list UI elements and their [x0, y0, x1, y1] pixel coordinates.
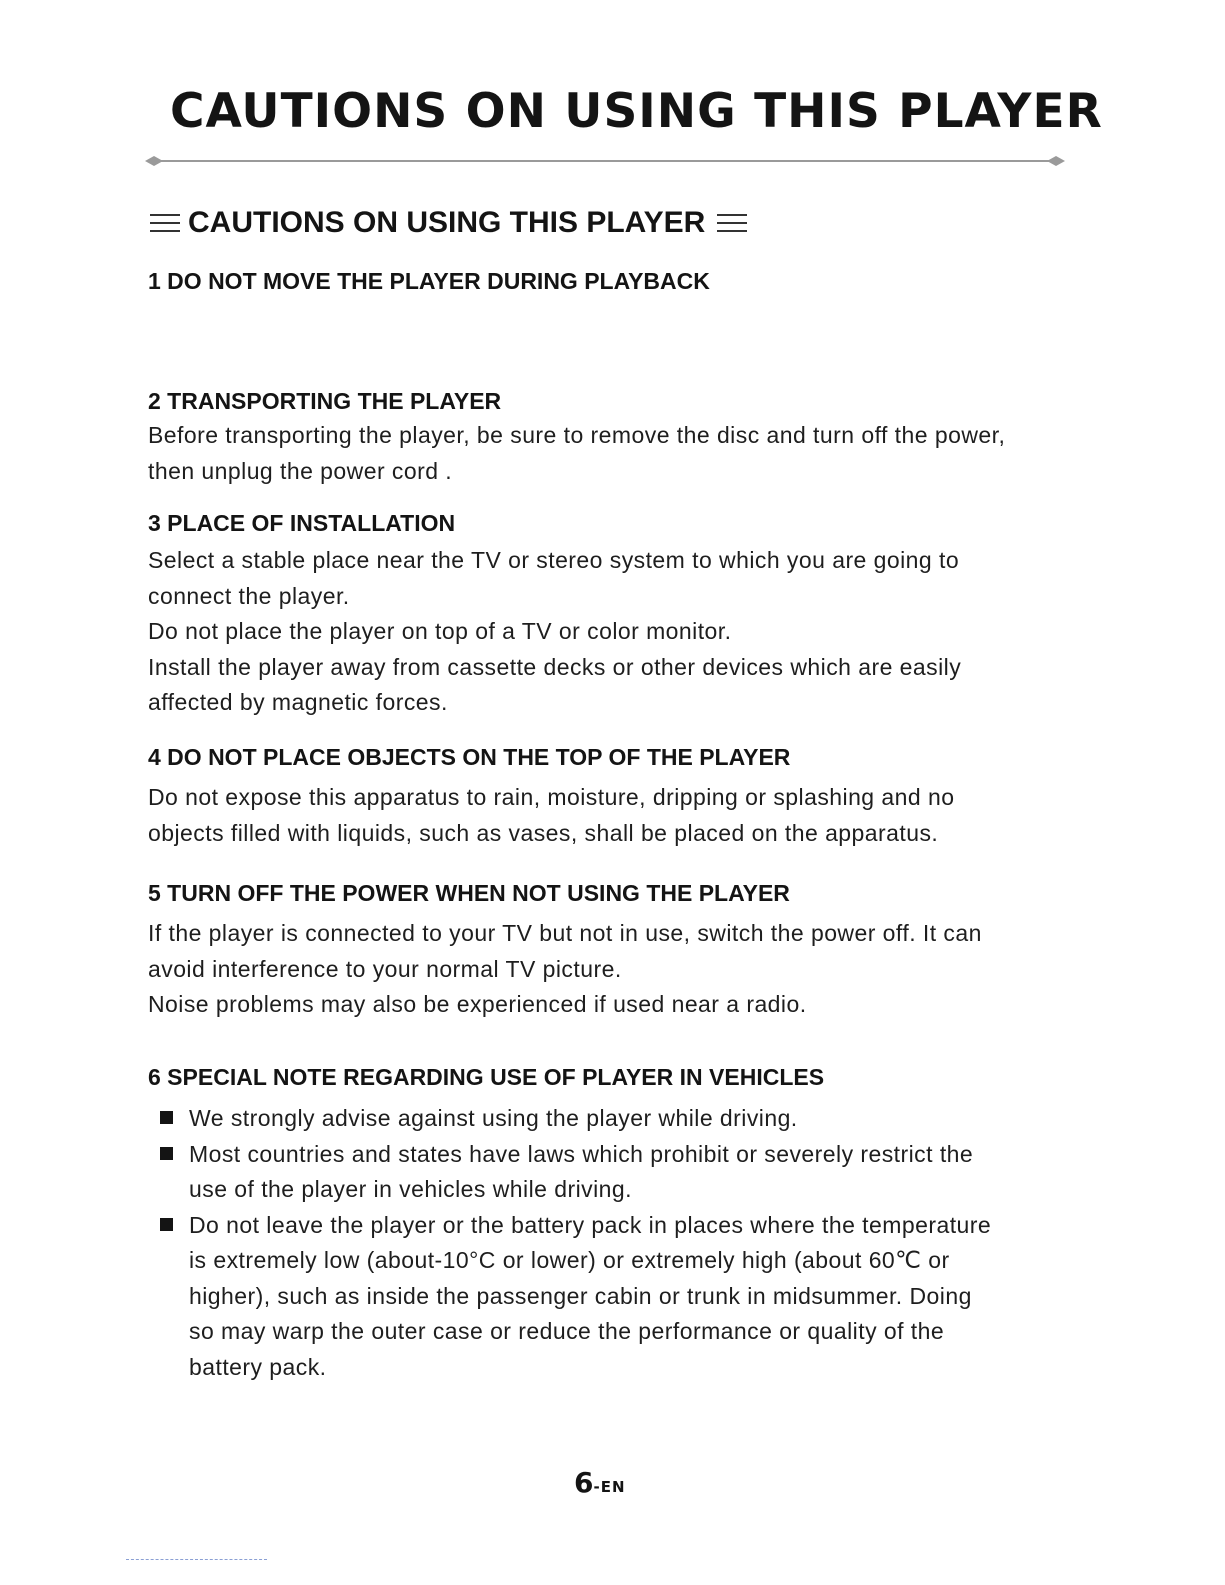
paragraph-line: Install the player away from cassette decks or other devices which are easily	[148, 653, 962, 680]
list-item	[157, 1137, 991, 1208]
paragraph-line: connect the player.	[148, 582, 350, 609]
list-item-line: higher), such as inside the passenger cabin or trunk in midsummer. Doing	[189, 1282, 972, 1309]
paragraph-line: Do not expose this apparatus to rain, moisture, dripping or splashing and no	[148, 784, 955, 810]
section-heading	[148, 206, 749, 240]
vehicle-notes-list	[157, 1101, 991, 1385]
list-item-line: Most countries and states have laws which prohibit or severely restrict the	[189, 1140, 974, 1167]
paragraph-line: then unplug the power cord .	[148, 457, 453, 484]
paragraph-line: If the player is connected to your TV but not in use, switch the power off. It can	[148, 920, 982, 946]
list-item-line: so may warp the outer case or reduce the performance or quality of the	[189, 1318, 945, 1344]
list-item-line: is extremely low (about-10°C or lower) or extremely high (about 60℃ or	[189, 1247, 950, 1273]
section-3-body	[148, 543, 961, 721]
paragraph-line: affected by magnetic forces.	[148, 689, 448, 715]
section-4-body	[148, 780, 954, 851]
page-title: CAUTIONS ON USING THIS PLAYER	[170, 84, 1103, 139]
paragraph-line: Select a stable place near the TV or stereo system to which you are going to	[148, 547, 960, 573]
section-5-body	[148, 916, 982, 1023]
list-item-line: battery pack.	[189, 1353, 327, 1380]
page-number-value: 6	[574, 1466, 594, 1499]
list-item	[157, 1208, 991, 1386]
paragraph-line: Noise problems may also be experienced if used near a radio.	[148, 991, 807, 1017]
list-item-line: use of the player in vehicles while driving.	[189, 1176, 632, 1202]
list-item	[157, 1101, 991, 1137]
section-6-heading: 6 SPECIAL NOTE REGARDING USE OF PLAYER IN VEHICLES	[148, 1064, 825, 1090]
section-2-heading: 2 TRANSPORTING THE PLAYER	[148, 388, 502, 414]
title-divider	[145, 153, 1065, 169]
list-item-line: Do not leave the player or the battery pack in places where the temperature	[189, 1211, 992, 1238]
paragraph-line: objects filled with liquids, such as vases, shall be placed on the apparatus.	[148, 819, 939, 846]
list-item-line: We strongly advise against using the player while driving.	[189, 1105, 798, 1131]
triple-bar-icon	[715, 212, 749, 234]
paragraph-line: Before transporting the player, be sure to remove the disc and turn off the power,	[148, 422, 1006, 448]
paragraph-line: Do not place the player on top of a TV or color monitor.	[148, 618, 732, 644]
section-1-heading: 1 DO NOT MOVE THE PLAYER DURING PLAYBACK	[148, 268, 710, 294]
square-bullet-icon	[160, 1111, 173, 1124]
section-5-heading: 5 TURN OFF THE POWER WHEN NOT USING THE PLAYER	[148, 880, 790, 906]
square-bullet-icon	[160, 1147, 173, 1160]
section-heading-text: CAUTIONS ON USING THIS PLAYER	[188, 206, 706, 239]
page-number-suffix: -EN	[593, 1478, 626, 1496]
divider-diamond-right	[1047, 156, 1065, 166]
paragraph-line: avoid interference to your normal TV picture.	[148, 955, 622, 982]
divider-diamond-left	[145, 156, 163, 166]
triple-bar-icon	[148, 212, 182, 234]
section-3-heading: 3 PLACE OF INSTALLATION	[148, 510, 456, 536]
bottom-dashed-line	[126, 1559, 267, 1560]
page-number	[574, 1466, 626, 1499]
section-4-heading: 4 DO NOT PLACE OBJECTS ON THE TOP OF THE PLAYER	[148, 744, 791, 770]
section-2-body	[148, 418, 1005, 489]
square-bullet-icon	[160, 1218, 173, 1231]
